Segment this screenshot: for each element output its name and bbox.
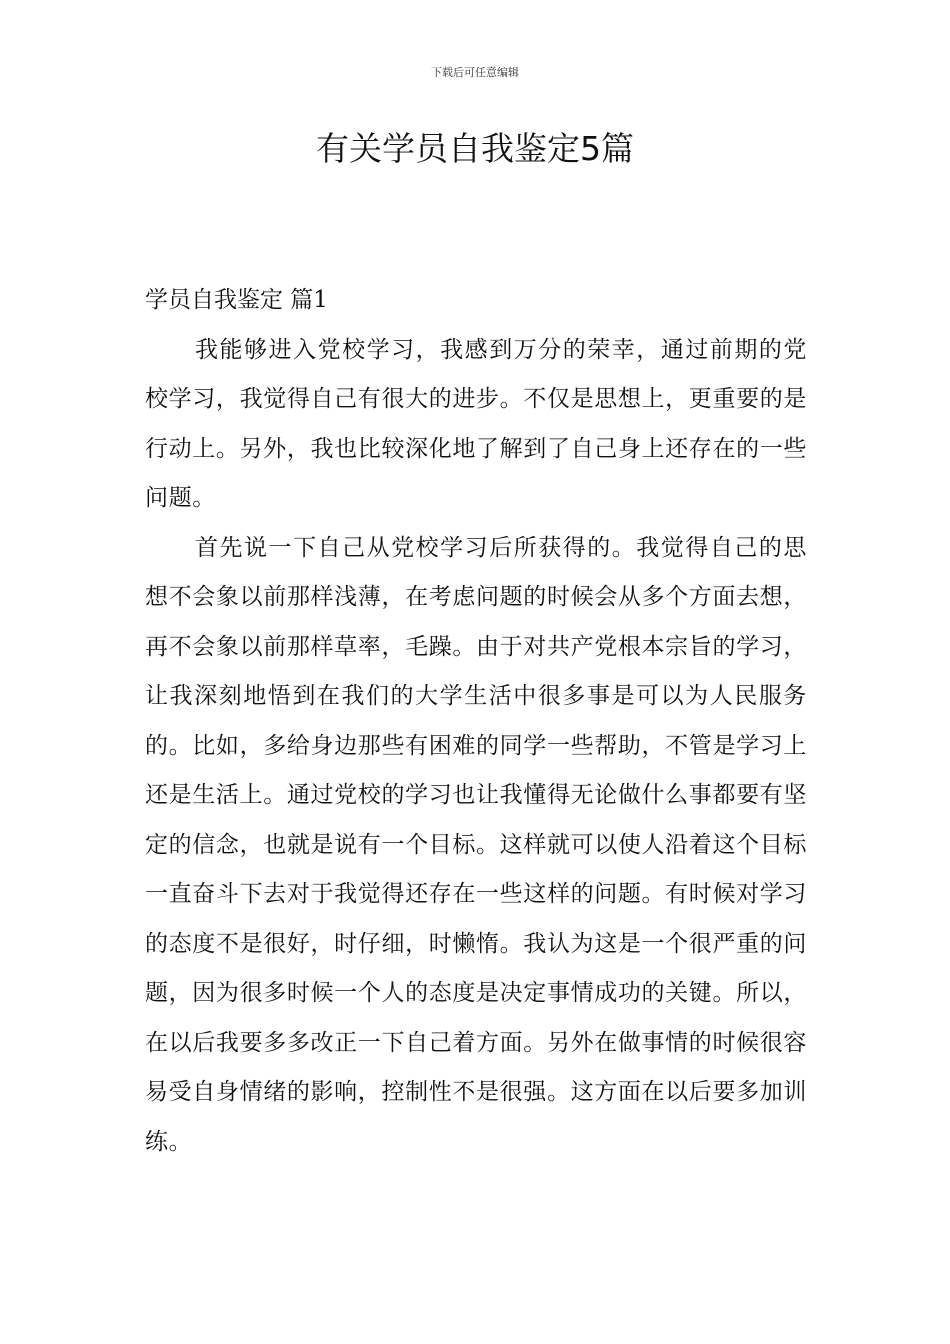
- paragraph-1: 我能够进入党校学习，我感到万分的荣幸，通过前期的党校学习，我觉得自己有很大的进步。不仅是思想上，更重要的是行动上。另外，我也比较深化地了解到了自己身上还存在的一些问题。: [145, 336, 807, 511]
- document-title: 有关学员自我鉴定5篇: [316, 129, 634, 168]
- section-heading: 学员自我鉴定 篇1: [145, 287, 328, 313]
- document-body: [145, 276, 807, 1167]
- paragraph-2: 首先说一下自己从党校学习后所获得的。我觉得自己的思想不会象以前那样浅薄，在考虑问题的时候会从多个方面去想，再不会象以前那样草率，毛躁。由于对共产党根本宗旨的学习，让我深刻地悟到在我们的大学生活中很多事是可以为人民服务的。比如，多给身边那些有困难的同学一些帮助，不管是学习上还是生活上。通过党校的学习也让我懂得无论做什么事都要有坚定的信念，也就是说有一个目标。这样就可以使人沿着这个目标一直奋斗下去对于我觉得还存在一些这样的问题。有时候对学习的态度不是很好，时仔细，时懒惰。我认为这是一个很严重的问题，因为很多时候一个人的态度是决定事情成功的关键。所以，在以后我要多多改正一下自己着方面。另外在做事情的时候很容易受自身情绪的影响，控制性不是很强。这方面在以后要多加训练。: [145, 534, 807, 1155]
- header-note: 下载后可任意编辑: [431, 66, 519, 79]
